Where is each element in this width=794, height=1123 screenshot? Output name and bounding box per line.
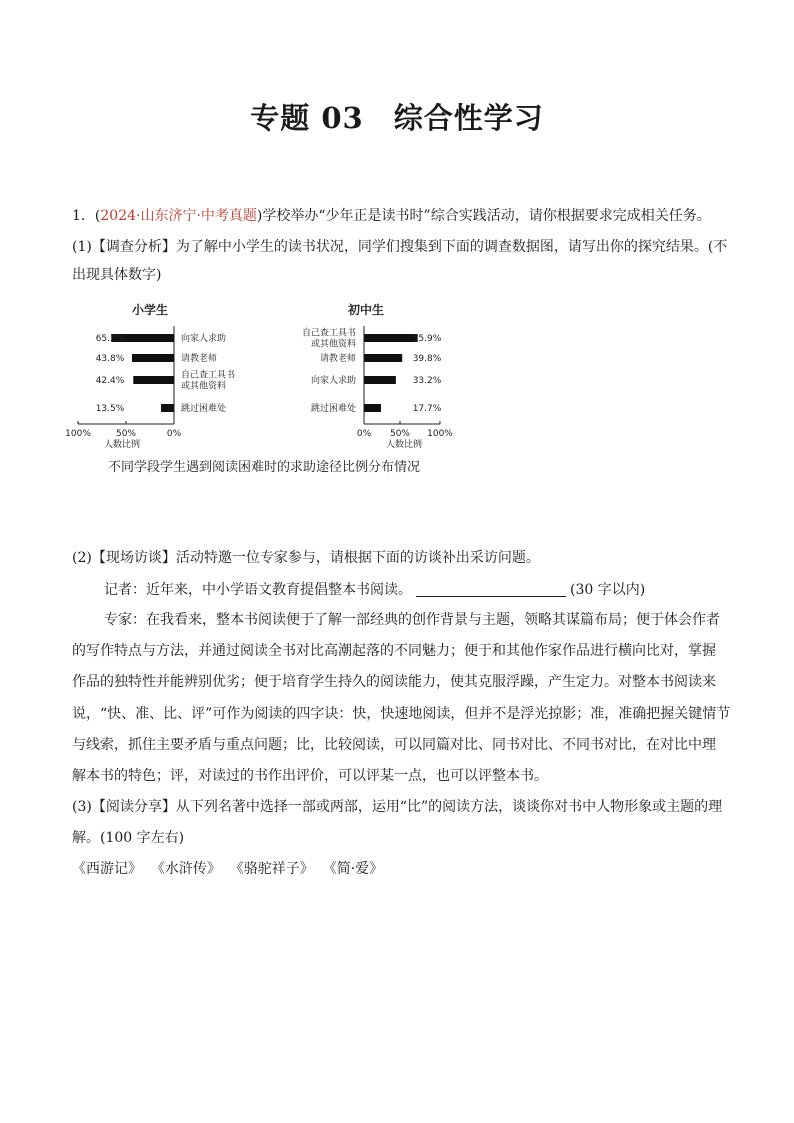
title-topic: 专题 03	[250, 101, 364, 135]
value-label: 33.2%	[412, 376, 442, 386]
bar	[161, 404, 174, 412]
category-label: 自己查工具书	[181, 370, 236, 381]
category-label: 跳过困难处	[310, 404, 356, 414]
help-seeking-chart	[65, 300, 470, 480]
expert-line-6: 解本书的特色；评，对读过的书作出评价，可以评某一点，也可以评整本书。	[72, 768, 548, 784]
answer-blank[interactable]	[416, 582, 566, 597]
bar	[364, 334, 418, 342]
x-tick-label: 50%	[115, 429, 137, 439]
category-label: 向家人求助	[310, 376, 356, 386]
category-label: 自己查工具书	[301, 328, 356, 339]
bar	[364, 376, 396, 384]
value-label: 65.3%	[95, 334, 125, 344]
chart-title: 小学生	[131, 303, 169, 317]
expert-line-2: 的写作特点与方法，并通过阅读全书对比高潮起落的不同魅力；便于和其他作家作品进行横向比对，掌握	[72, 643, 716, 659]
value-label: 13.5%	[95, 404, 125, 414]
x-tick-label: 0%	[166, 429, 182, 439]
value-label: 55.9%	[412, 334, 442, 344]
book-item: 《西游记》	[72, 861, 142, 877]
book-list	[72, 859, 732, 879]
x-tick-label: 100%	[427, 429, 453, 439]
q1-1-line1: (1)【调查分析】为了解中小学生的读书状况，同学们搜集到下面的调查数据图，请写出你的探究结果。(不	[72, 239, 728, 255]
question-stem: 学校举办“少年正是读书时”综合实践活动，请你根据要求完成相关任务。	[262, 208, 711, 224]
x-tick-label: 50%	[389, 429, 411, 439]
value-label: 43.8%	[95, 354, 125, 364]
expert-line-4: 说，“快、准、比、评”可作为阅读的四字诀：快，快速地阅读，但并不是浮光掠影；准，准确把握关键情节	[72, 706, 731, 722]
value-label: 39.8%	[412, 354, 442, 364]
q1-3-line1: (3)【阅读分享】从下列名著中选择一部或两部，运用“比”的阅读方法，谈谈你对书中人物形象或主题的理	[72, 799, 723, 815]
question-number: 1．(	[72, 208, 101, 224]
expert-line-5: 与线索，抓住主要矛盾与重点问题；比，比较阅读，可以同篇对比、同书对比、不同书对比，在对比中理	[72, 737, 716, 753]
x-axis-label: 人数比例	[385, 440, 423, 450]
expert-line-3: 作品的独特性并能辨别优劣；便于培育学生持久的阅读能力，使其克服浮躁，产生定力。对整本书阅读来	[72, 674, 716, 690]
q1-2-intro: (2)【现场访谈】活动特邀一位专家参与，请根据下面的访谈补出采访问题。	[72, 550, 540, 566]
x-tick-label: 0%	[356, 429, 372, 439]
page-title	[0, 96, 794, 137]
category-label: 请教老师	[181, 354, 218, 364]
chart-title: 初中生	[347, 303, 385, 317]
value-label: 42.4%	[95, 376, 125, 386]
category-label: 请教老师	[319, 354, 356, 364]
bar-charts-svg	[65, 300, 470, 450]
bar	[364, 404, 381, 412]
category-label: 或其他资料	[181, 381, 227, 392]
chart-caption: 不同学段学生遇到阅读困难时的求助途径比例分布情况	[108, 460, 421, 475]
x-tick-label: 100%	[65, 429, 91, 439]
category-label: 向家人求助	[181, 334, 227, 344]
book-item: 《水浒传》	[150, 861, 221, 877]
value-label: 17.7%	[412, 404, 442, 414]
title-subject: 综合性学习	[393, 101, 544, 135]
bar	[132, 354, 174, 362]
q1-1-line2: 出现具体数字)	[72, 267, 162, 283]
category-label: 或其他资料	[310, 339, 356, 350]
question-source: 2024·山东济宁·中考真题	[100, 208, 257, 224]
q1-3-line2: 解。(100 字左右)	[72, 830, 185, 846]
bar	[364, 354, 402, 362]
reporter-line: 记者：近年来，中小学语文教育提倡整本书阅读。 (30 字以内)	[104, 582, 646, 598]
x-axis-label: 人数比例	[103, 440, 141, 450]
question-1-stem: 1．(2024·山东济宁·中考真题)学校举办“少年正是读书时”综合实践活动，请你根据要求完成相关任务。	[72, 208, 711, 224]
category-label: 跳过困难处	[181, 404, 227, 414]
expert-line-1: 专家：在我看来，整本书阅读便于了解一部经典的创作背景与主题，领略其谋篇布局；便于体会作者	[104, 612, 720, 628]
book-item: 《简·爱》	[322, 861, 384, 877]
bar	[133, 376, 174, 384]
book-item: 《骆驼祥子》	[229, 861, 314, 877]
